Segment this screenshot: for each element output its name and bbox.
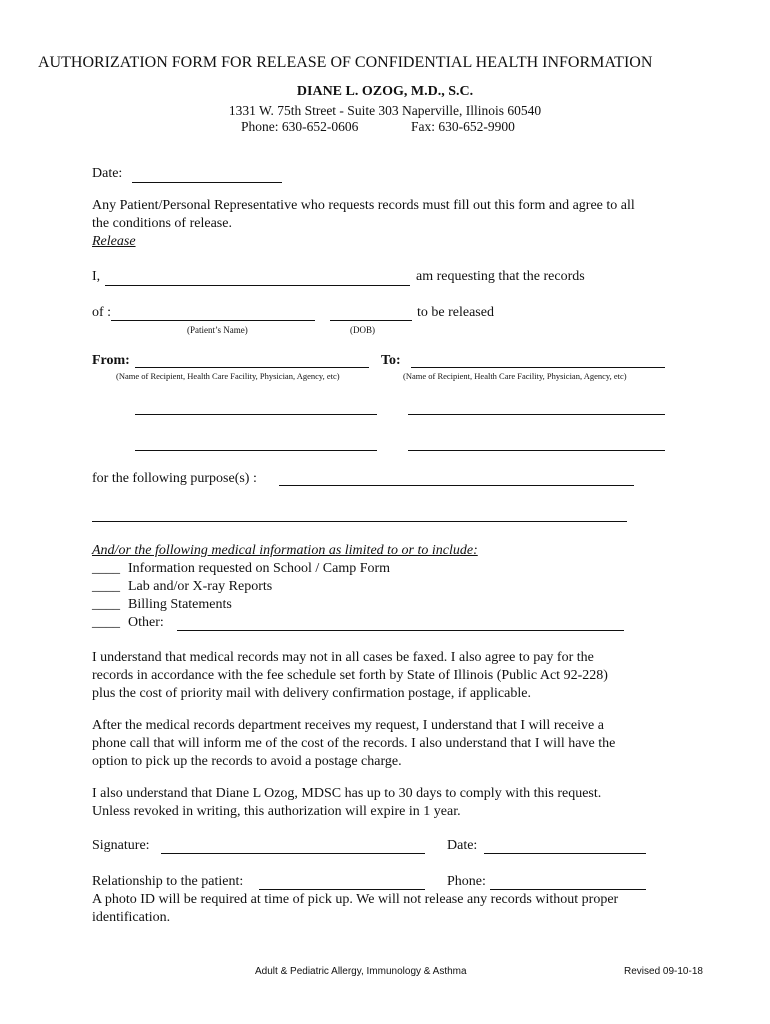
checklist-label: Other: [128, 615, 164, 630]
date-field[interactable] [132, 182, 282, 183]
other-field[interactable] [177, 630, 624, 631]
requesting-text: am requesting that the records [416, 269, 585, 284]
checklist-blank[interactable]: ____ [92, 561, 120, 576]
of-label: of : [92, 305, 112, 320]
to-caption: (Name of Recipient, Health Care Facility, Physician, Agency, etc) [403, 371, 627, 381]
phone-label: Phone: [447, 874, 486, 889]
patient-name-caption: (Patient’s Name) [187, 325, 248, 335]
para2-line: option to pick up the records to avoid a postage charge. [92, 754, 402, 769]
requester-name-field[interactable] [105, 285, 410, 286]
patient-name-field[interactable] [111, 320, 315, 321]
checklist-blank[interactable]: ____ [92, 615, 120, 630]
practice-name: DIANE L. OZOG, M.D., S.C. [296, 84, 474, 99]
dob-caption: (DOB) [350, 325, 375, 335]
dob-field[interactable] [330, 320, 412, 321]
footer-specialty: Adult & Pediatric Allergy, Immunology & Asthma [255, 966, 467, 977]
signature-label: Signature: [92, 838, 150, 853]
date-label: Date: [92, 166, 123, 181]
purpose-field[interactable] [279, 485, 634, 486]
from-label: From: [92, 353, 130, 368]
relationship-field[interactable] [259, 889, 425, 890]
purpose-field-line-2[interactable] [92, 521, 627, 522]
practice-fax: Fax: 630-652-9900 [411, 119, 515, 134]
photo-id-line-1: A photo ID will be required at time of pick up. We will not release any records without proper [92, 892, 619, 907]
checklist-blank[interactable]: ____ [92, 579, 120, 594]
to-field[interactable] [411, 367, 665, 368]
footer-revised: Revised 09-10-18 [624, 966, 703, 977]
relationship-label: Relationship to the patient: [92, 874, 244, 889]
to-field-line-2[interactable] [408, 414, 665, 415]
para2-line: phone call that will inform me of the cost of the records. I also understand that I will have the [92, 736, 616, 751]
from-field[interactable] [135, 367, 369, 368]
checklist-label: Billing Statements [128, 597, 232, 612]
i-label: I, [92, 269, 101, 284]
form-title: AUTHORIZATION FORM FOR RELEASE OF CONFIDENTIAL HEALTH INFORMATION [38, 54, 653, 71]
photo-id-line-2: identification. [92, 910, 171, 925]
purpose-label: for the following purpose(s) : [92, 471, 257, 486]
para2-line: After the medical records department receives my request, I understand that I will receive a [92, 718, 604, 733]
date2-label: Date: [447, 838, 478, 853]
practice-address: 1331 W. 75th Street - Suite 303 Naperville, Illinois 60540 [228, 103, 542, 118]
checklist-blank[interactable]: ____ [92, 597, 120, 612]
from-field-line-2[interactable] [135, 414, 377, 415]
phone-field[interactable] [490, 889, 646, 890]
signature-field[interactable] [161, 853, 425, 854]
para1-line: records in accordance with the fee schedule set forth by State of Illinois (Public Act 92-228) [92, 668, 608, 683]
para3-line: I also understand that Diane L Ozog, MDSC has up to 30 days to comply with this request. [92, 786, 602, 801]
para3-line: Unless revoked in writing, this authorization will expire in 1 year. [92, 804, 461, 819]
to-be-released-text: to be released [417, 305, 494, 320]
checklist-label: Lab and/or X-ray Reports [128, 579, 273, 594]
practice-phone: Phone: 630-652-0606 [241, 119, 359, 134]
date2-field[interactable] [484, 853, 646, 854]
from-caption: (Name of Recipient, Health Care Facility, Physician, Agency, etc) [116, 371, 340, 381]
from-field-line-3[interactable] [135, 450, 377, 451]
intro-line-2: the conditions of release. [92, 216, 232, 231]
checklist-label: Information requested on School / Camp Form [128, 561, 391, 576]
to-field-line-3[interactable] [408, 450, 665, 451]
para1-line: I understand that medical records may not in all cases be faxed. I also agree to pay for the [92, 650, 594, 665]
release-heading: Release [92, 234, 136, 249]
intro-line-1: Any Patient/Personal Representative who requests records must fill out this form and agree to all [92, 198, 635, 213]
medical-info-heading: And/or the following medical information as limited to or to include: [92, 543, 478, 558]
para1-line: plus the cost of priority mail with delivery confirmation postage, if applicable. [92, 686, 531, 701]
to-label: To: [381, 353, 401, 368]
